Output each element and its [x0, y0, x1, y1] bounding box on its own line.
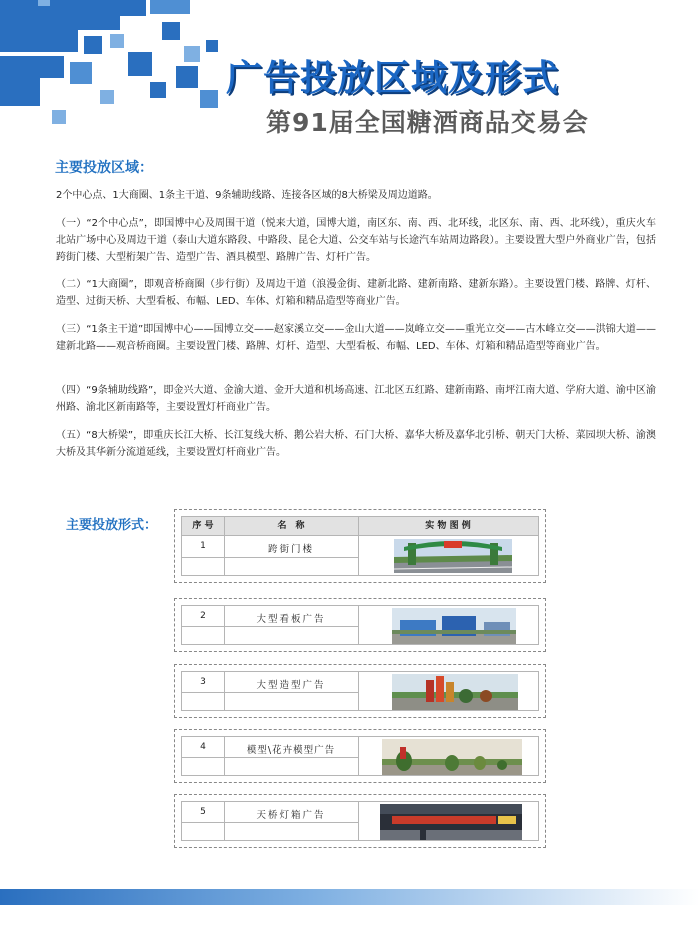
- sculpture-photo: [392, 674, 518, 710]
- row-number: 4: [200, 742, 206, 752]
- area-paragraph-4: （四）“9条辅助线路”，即金兴大道、金渝大道、金开大道和机场高速、江北区五红路、建新南路、南坪江南大道、学府大道、渝中区渝州路、渝北区新南路等，主要设置灯杆商业广告。: [56, 385, 656, 413]
- ad-form-table-header-block: [174, 509, 546, 583]
- row-number: 1: [200, 541, 206, 551]
- row-number: 3: [200, 677, 206, 687]
- row-number: 2: [200, 611, 206, 621]
- ad-form-table: [181, 516, 539, 576]
- page-title: 广告投放区域及形式: [226, 58, 560, 99]
- row-name: 大型造型广告: [256, 680, 326, 691]
- bridge-lightbox-photo: [380, 804, 522, 840]
- ad-form-row: [174, 598, 546, 652]
- row-name: 大型看板广告: [256, 614, 326, 625]
- column-header-example: 实 物 图 例: [425, 521, 471, 531]
- table-header: [182, 517, 538, 536]
- area-paragraph-3: （三）“1条主干道”即国博中心——国博立交——赵家溪立交——金山大道——岚峰立交——重光立交——古木峰立交——洪锦大道——建新北路——观音桥商圈。主要设置门楼、路牌、灯杆、造型、大型看板、布幅、LED、车体、灯箱和精品造型等商业广告。: [56, 324, 656, 352]
- page-subtitle: 第91届全国糖酒商品交易会: [266, 108, 589, 137]
- area-paragraph-1: （一）“2个中心点”，即国博中心及周围干道（悦来大道，国博大道，南区东、南、西、北环线，北区东、南、西、北环线），重庆火车北站广场中心及周边干道（泰山大道东路段、中路段、昆仑大道、公交车站与长途汽车站周边路段）。主要设置大型户外商业广告，包括跨街门楼、大型桁架广告、造型广告、酒具模型、路牌广告、灯杆广告。: [56, 218, 656, 263]
- ad-form-row: [174, 729, 546, 783]
- flower-model-photo: [382, 739, 522, 775]
- areas-intro: 2个中心点、1大商圈、1条主干道、9条辅助线路、连接各区域的8大桥梁及周边道路。: [56, 190, 438, 201]
- row-name: 天桥灯箱广告: [256, 810, 326, 821]
- row-name: 跨街门楼: [267, 544, 314, 555]
- ad-form-row: [174, 664, 546, 718]
- row-number: 5: [200, 807, 206, 817]
- ad-form-row: [174, 794, 546, 848]
- forms-heading: 主要投放形式：: [66, 518, 158, 533]
- column-header-number: 序 号: [192, 521, 214, 531]
- area-paragraph-5: （五）“8大桥梁”，即重庆长江大桥、长江复线大桥、鹅公岩大桥、石门大桥、嘉华大桥及嘉华北引桥、朝天门大桥、菜园坝大桥、渝澳大桥及其华新分流道延线，主要设置灯杆商业广告。: [56, 430, 656, 458]
- column-header-name: 名 称: [277, 521, 305, 531]
- area-paragraph-2: （二）“1大商圈”，即观音桥商圈（步行街）及周边干道（浪漫金街、建新北路、建新南路、建新东路）。主要设置门楼、路牌、灯杆、造型、过街天桥、大型看板、布幅、LED、车体、灯箱和精品造型等商业广告。: [56, 279, 656, 307]
- billboard-photo: [392, 608, 516, 644]
- footer-bar: [0, 889, 700, 905]
- row-name: 模型\花卉模型广告: [246, 745, 336, 756]
- header: [0, 0, 700, 150]
- archway-photo: [394, 539, 512, 573]
- areas-heading: 主要投放区域：: [55, 160, 153, 176]
